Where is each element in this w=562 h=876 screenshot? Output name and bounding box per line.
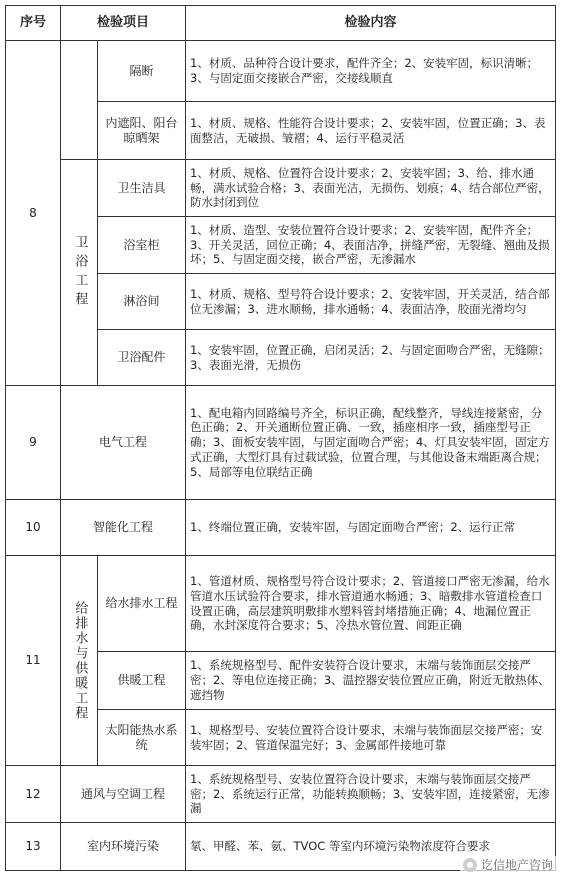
group-11-name xyxy=(60,555,98,766)
header-index: 序号 xyxy=(5,5,61,41)
partition-content: 1、材质、品种符合设计要求，配件齐全；2、安装牢固，标识清晰；3、与固定面交接嵌合严密，交接线顺直 xyxy=(185,40,556,102)
group-10-index: 10 xyxy=(5,499,61,556)
group-9-name: 电气工程 xyxy=(60,385,186,500)
header-item: 检验项目 xyxy=(60,5,186,41)
hvac-content: 1、系统规格型号、安装位置符合设计要求，末端与装饰面层交接严密；2、系统运行正常，功能转换顺畅；3、安装牢固，连接紧密，无渗漏 xyxy=(185,765,556,823)
smart-content: 1、终端位置正确，安装牢固，与固定面吻合严密；2、运行正常 xyxy=(185,499,556,556)
group-11-name-text: 给排水与供暖工程 xyxy=(72,600,88,721)
electric-content: 1、配电箱内回路编号齐全，标识正确，配线整齐，导线连接紧密，分色正确；2、开关通断位置正确、一致，插座相序一致，插座型号正确；3、面板安装牢固，与固定面吻合严密；4、灯具安装牢固，固定方式正确，大型灯具有过载试验，位置合理，与其他设备末端距离合规；5、局部等电位联结正确 xyxy=(185,385,556,500)
inspection-table xyxy=(5,5,556,871)
group-8-index: 8 xyxy=(5,40,61,386)
watermark-text: 讫信地产咨询 xyxy=(480,858,553,872)
cabinet-item: 浴室柜 xyxy=(97,216,186,274)
shower-item: 淋浴间 xyxy=(97,273,186,330)
watermark xyxy=(460,856,556,873)
heating-item: 供暖工程 xyxy=(97,651,186,710)
water-item: 给水排水工程 xyxy=(97,555,186,652)
group-11-index: 11 xyxy=(5,555,61,766)
group-13-index: 13 xyxy=(5,822,61,871)
solar-item: 太阳能热水系统 xyxy=(97,709,186,766)
group-10-name: 智能化工程 xyxy=(60,499,186,556)
shade-item: 内遮阳、阳台晾晒架 xyxy=(97,101,186,160)
group-13-name: 室内环境污染 xyxy=(60,822,186,871)
partition-item: 隔断 xyxy=(97,40,186,102)
shower-content: 1、材质、规格、型号符合设计要求；2、安装牢固，开关灵活，结合部位无渗漏；3、进水顺畅，排水通畅；4、表面洁净，胶面光滑均匀 xyxy=(185,273,556,330)
group-12-name: 通风与空调工程 xyxy=(60,765,186,823)
cabinet-content: 1、材质、造型、安装位置符合设计要求；2、安装牢固，配件齐全；3、开关灵活，回位正确；4、表面洁净，拼缝严密，无裂缝、翘曲及损坏；5、与固定面交接，嵌合严密，无渗漏水 xyxy=(185,216,556,274)
shade-content: 1、材质、规格、性能符合设计要求；2、安装牢固，位置正确；3、表面整洁，无破损、皱褶；4、运行平稳灵活 xyxy=(185,101,556,160)
solar-content: 1、规格型号、安装位置符合设计要求，末端与装饰面层交接严密；安装牢固；2、管道保温完好；3、金属部件接地可靠 xyxy=(185,709,556,766)
env-content: 氡、甲醛、苯、氨、TVOC 等室内环境污染物浓度符合要求 xyxy=(185,822,556,871)
group-8-name xyxy=(60,159,98,386)
group-9-index: 9 xyxy=(5,385,61,500)
group-8-name-text: 卫浴工程 xyxy=(72,234,88,311)
group-12-index: 12 xyxy=(5,765,61,823)
header-content: 检验内容 xyxy=(185,5,556,41)
sanitary-content: 1、材质、规格、位置符合设计要求；2、安装牢固；3、给、排水通畅，满水试验合格；3、表面光洁，无损伤、划痕；4、结合部位严密，防水封闭到位 xyxy=(185,159,556,217)
blank-category-cell xyxy=(60,40,98,160)
sanitary-item: 卫生洁具 xyxy=(97,159,186,217)
water-content: 1、管道材质、规格型号符合设计要求；2、管道接口严密无渗漏，给水管道水压试验符合要求，排水管道通水畅通；3、暗敷排水管道检查口设置正确，高层建筑明敷排水塑料管封堵措施正确；4、地漏位置正确，水封深度符合要求；5、冷热水管位置、间距正确 xyxy=(185,555,556,652)
accessory-content: 1、安装牢固，位置正确，启闭灵活；2、与固定面吻合严密，无缝隙；3、表面光滑，无损伤 xyxy=(185,329,556,386)
heating-content: 1、系统规格型号、配件安装符合设计要求，末端与装饰面层交接严密；2、等电位连接正确；3、温控器安装位置应正确，附近无散热体、遮挡物 xyxy=(185,651,556,710)
accessory-item: 卫浴配件 xyxy=(97,329,186,386)
wechat-icon xyxy=(463,858,477,872)
